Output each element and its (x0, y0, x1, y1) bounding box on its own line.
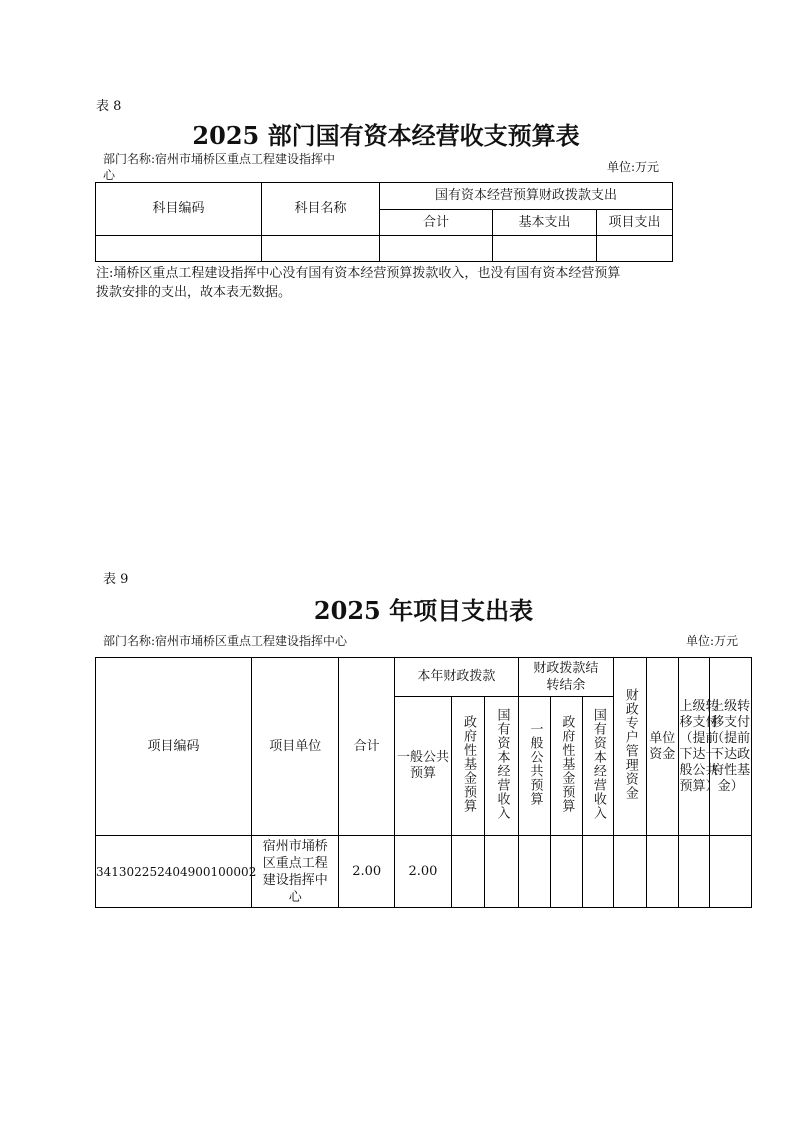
table8-label: 表 8 (96, 99, 122, 114)
table9-cell (582, 836, 613, 908)
table9-dept: 部门名称:宿州市埇桥区重点工程建设指挥中心 (103, 634, 348, 648)
table9-header-unit-fund-cell (646, 658, 678, 836)
table9-cell (710, 836, 752, 908)
table9-header-carry-group-cell (518, 658, 613, 697)
table9-header-unit-fund: 单位资金 (649, 730, 676, 762)
table8-header-basic: 基本支出 (493, 210, 597, 236)
table9-label: 表 9 (103, 572, 129, 587)
table8-header-group: 国有资本经营预算财政拨款支出 (380, 183, 673, 210)
table9-cell (485, 836, 518, 908)
table9-header-carry-general: 一般公共预算 (527, 721, 543, 806)
table8-note-line2: 拨款安排的支出，故本表无数据。 (96, 285, 292, 300)
table9-cell (451, 836, 484, 908)
table9-header-gov-fund-cell (451, 697, 484, 836)
table9-header-carry-state-capital-cell (582, 697, 613, 836)
table8-header-name: 科目名称 (262, 183, 380, 236)
table9-header-general: 一般公共预算 (397, 750, 450, 781)
table8-cell (597, 236, 673, 262)
table9-row-total: 2.00 (339, 836, 395, 908)
table9-header-carry-group: 财政拨款结转结余 (533, 661, 599, 693)
table9-unit: 单位:万元 (686, 634, 739, 648)
table9-row-unit: 宿州市埇桥区重点工程建设指挥中心 (262, 838, 328, 905)
table8-unit: 单位:万元 (607, 160, 660, 174)
table8-cell (262, 236, 380, 262)
table9-cell (614, 836, 646, 908)
table8-empty-row (96, 236, 673, 262)
table9-row-general: 2.00 (395, 836, 452, 908)
table9-header-code: 项目编码 (96, 658, 252, 836)
table8-header-total: 合计 (380, 210, 493, 236)
table8-dept-line2: 心 (103, 168, 116, 182)
table9-header-carry-gov-fund-cell (551, 697, 582, 836)
table8-title: 2025 部门国有资本经营收支预算表 (192, 121, 580, 150)
table8-note-line1: 注:埇桥区重点工程建设指挥中心没有国有资本经营预算拨款收入，也没有国有资本经营预算 (96, 266, 621, 281)
table9-header-unit: 项目单位 (252, 658, 339, 836)
table9 (95, 657, 752, 908)
table9-header-total: 合计 (339, 658, 395, 836)
table9-header-transfer-general: 上级转移支付（提前下达一般公共预算） (679, 698, 719, 794)
table8-dept-line1: 部门名称:宿州市埇桥区重点工程建设指挥中 (103, 152, 336, 166)
table9-header-state-capital: 国有资本经营收入 (494, 707, 510, 820)
table8-cell (493, 236, 597, 262)
table9-header-carry-gov-fund: 政府性基金预算 (559, 714, 575, 813)
table9-header-gov-fund: 政府性基金预算 (461, 714, 477, 813)
table9-cell (551, 836, 582, 908)
table8-cell (380, 236, 493, 262)
table9-header-transfer-gov-fund-cell (710, 658, 752, 836)
table9-row-code: 341302252404900100002 (96, 836, 252, 908)
table-row (96, 836, 752, 908)
table9-header-current-group: 本年财政拨款 (395, 658, 519, 697)
table9-title: 2025 年项目支出表 (313, 596, 534, 625)
table9-header-transfer-general-cell (678, 658, 719, 836)
table9-header-transfer-gov-fund: 上级转移支付（提前下达政府性基金） (711, 698, 751, 794)
table8-cell (96, 236, 262, 262)
table9-row-unit-cell (252, 836, 339, 908)
table9-header-special: 财政专户管理资金 (622, 688, 638, 800)
table8-header-project: 项目支出 (597, 210, 673, 236)
table8-note (96, 264, 620, 302)
table9-header-carry-general-cell (518, 697, 550, 836)
table9-header-state-capital-cell (485, 697, 518, 836)
table9-header-general-cell (395, 697, 452, 836)
table8 (95, 182, 673, 262)
table9-cell (518, 836, 550, 908)
table9-cell (646, 836, 678, 908)
table8-header-code: 科目编码 (96, 183, 262, 236)
table9-header-carry-state-capital: 国有资本经营收入 (590, 707, 606, 820)
table9-header-special-cell (614, 658, 646, 836)
table9-cell (678, 836, 709, 908)
